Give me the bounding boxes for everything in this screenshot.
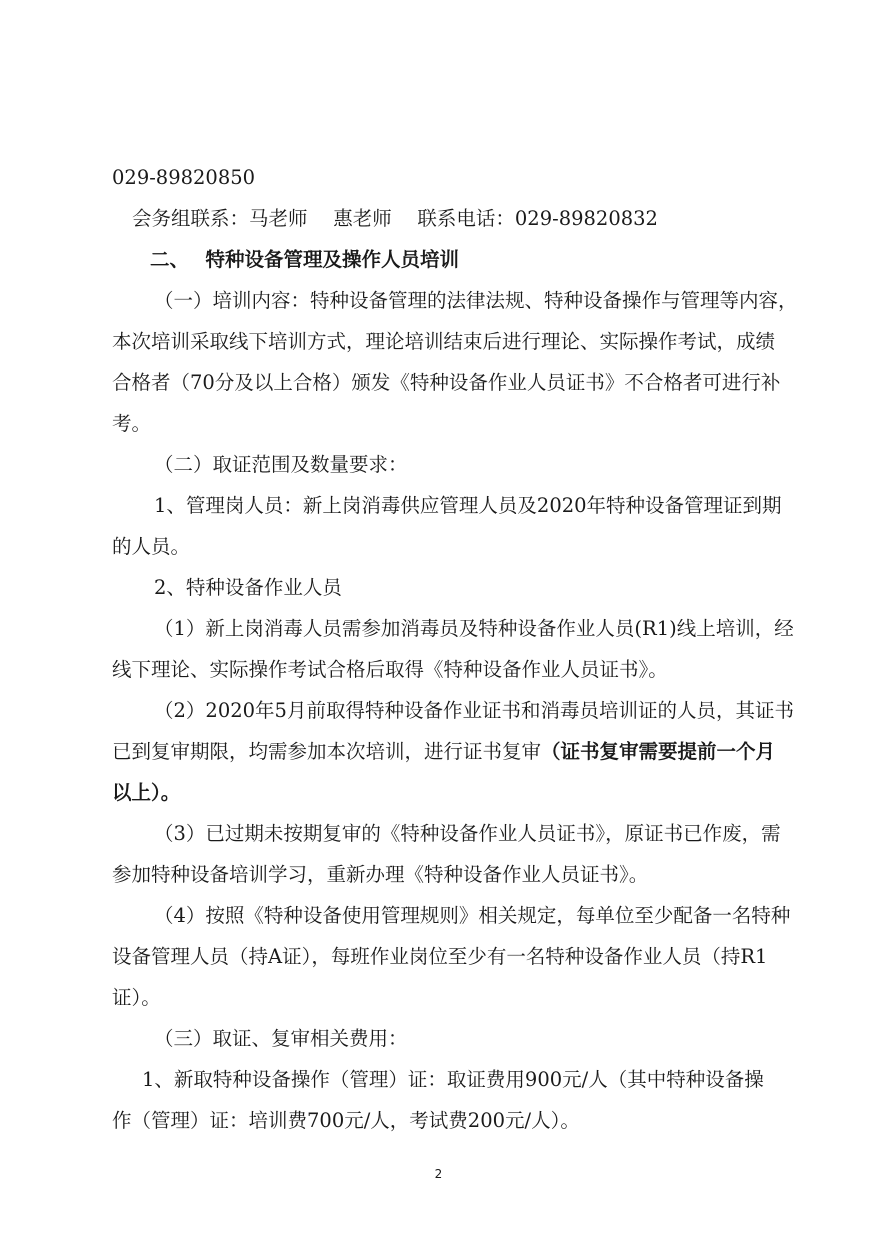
paragraph-line: 1、管理岗人员：新上岗消毒供应管理人员及2020年特种设备管理证到期: [154, 494, 782, 517]
phone-line: 029-89820850: [112, 166, 256, 189]
paragraph-line: 本次培训采取线下培训方式，理论培训结束后进行理论、实际操作考试，成绩: [112, 330, 776, 353]
page-number: 2: [434, 1167, 443, 1181]
paragraph-line: 线下理论、实际操作考试合格后取得《特种设备作业人员证书》。: [112, 658, 668, 681]
paragraph-line: 考。: [112, 412, 152, 435]
paragraph-line: （3）已过期未按期复审的《特种设备作业人员证书》，原证书已作废，需: [154, 822, 781, 845]
paragraph-line: 证）。: [112, 986, 161, 1009]
paragraph-line: [112, 740, 775, 764]
paragraph-line: 作（管理）证：培训费700元/人，考试费200元/人）。: [112, 1109, 580, 1132]
contact-line: 会务组联系：马老师 惠老师 联系电话：029-89820832: [132, 207, 658, 230]
paragraph-line: 参加特种设备培训学习，重新办理《特种设备作业人员证书》。: [112, 863, 649, 886]
paragraph-line: 设备管理人员（持A证），每班作业岗位至少有一名特种设备作业人员（持R1: [112, 945, 768, 968]
paragraph-line: 1、新取特种设备操作（管理）证：取证费用900元/人（其中特种设备操: [142, 1068, 764, 1091]
subsection-heading: （三）取证、复审相关费用：: [154, 1027, 408, 1050]
subsection-heading: （二）取证范围及数量要求：: [154, 453, 408, 476]
paragraph-line: 合格者（70分及以上合格）颁发《特种设备作业人员证书》不合格者可进行补: [112, 371, 781, 394]
paragraph-line: （一）培训内容：特种设备管理的法律法规、特种设备操作与管理等内容，: [154, 289, 798, 312]
paragraph-line: （1）新上岗消毒人员需参加消毒员及特种设备作业人员(R1)线上培训，经: [154, 617, 794, 640]
emphasis-text: （证书复审需要提前一个月: [541, 740, 776, 763]
paragraph-line: 的人员。: [112, 535, 191, 558]
paragraph-line: （4）按照《特种设备使用管理规则》相关规定，每单位至少配备一名特种: [154, 904, 791, 927]
paragraph-line: （2）2020年5月前取得特种设备作业证书和消毒员培训证的人员，其证书: [154, 699, 794, 722]
emphasis-text: 以上）。: [112, 781, 181, 804]
paragraph-line: 2、特种设备作业人员: [154, 576, 342, 599]
section-heading: 二、 特种设备管理及操作人员培训: [150, 248, 460, 271]
paragraph-text: 已到复审期限，均需参加本次培训，进行证书复审: [112, 740, 542, 763]
